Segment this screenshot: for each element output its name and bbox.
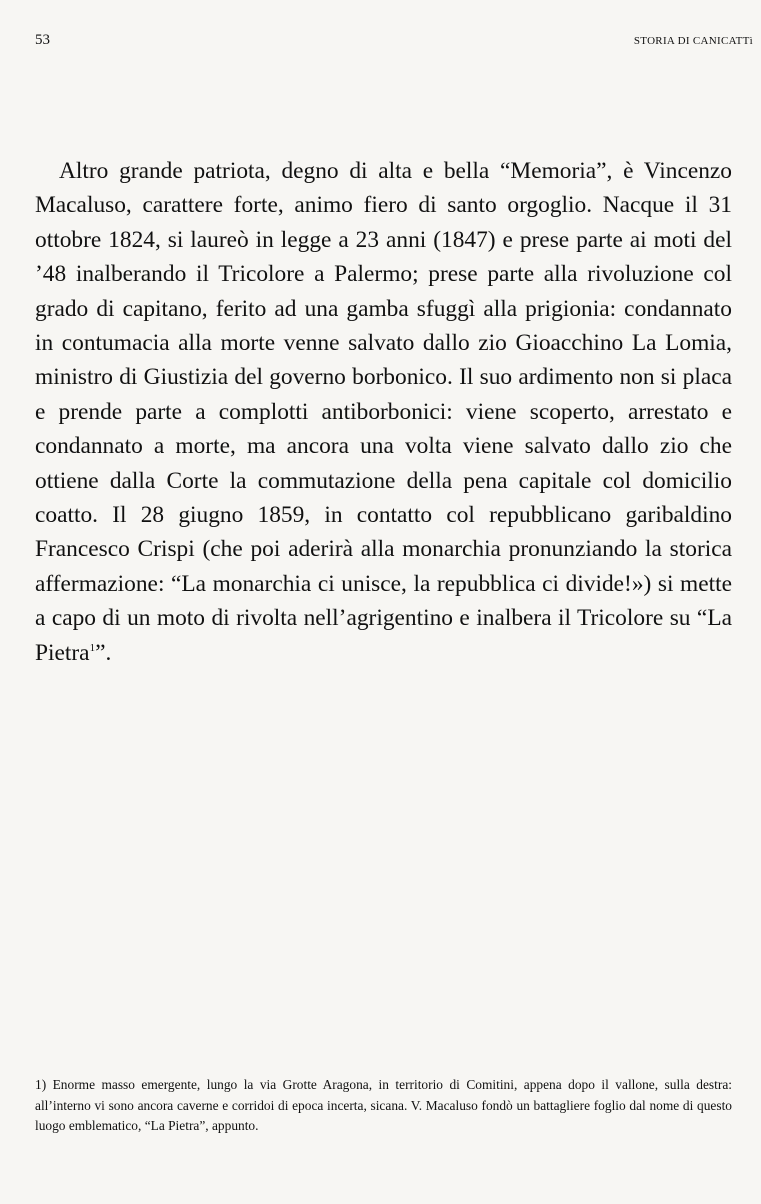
page-header: [35, 32, 753, 52]
page-number: 53: [35, 32, 50, 48]
running-title: STORIA DI CANICATTì: [633, 35, 753, 47]
paragraph-text: Altro grande patriota, degno di alta e bella “Memoria”, è Vincenzo Macaluso, carattere forte, animo fiero di santo orgoglio. Nacque il 31 ottobre 1824, si laureò in legge a 23 anni (1847) e prese parte ai moti del ’48 inalberando il Tricolore a Palermo; prese parte alla rivoluzione col grado di capitano, ferito ad una gamba sfuggì alla prigionia: condannato in contumacia alla morte venne salvato dallo zio Gioacchino La Lomia, ministro di Giustizia del governo borbonico. Il suo ardimento non si placa e prende parte a complotti antiborbonici: viene scoperto, arrestato e condannato a morte, ma ancora una volta viene salvato dallo zio che ottiene dalla Corte la commutazione della pena capitale col domicilio coatto. Il 28 giugno 1859, in contatto col repubblicano garibaldino Francesco Crispi (che poi aderirà alla monarchia pronunziando la storica affermazione: “La monarchia ci unisce, la repubblica ci divide!») si mette a capo di un moto di rivolta nell’agrigentino e inalbera il Tricolore su “La Pietra: [35, 158, 732, 666]
main-paragraph: [35, 154, 732, 670]
paragraph-closing: ”.: [95, 639, 112, 666]
footnote: 1) Enorme masso emergente, lungo la via Grotte Aragona, in territorio di Comitini, appena dopo il vallone, sulla destra: all’interno vi sono ancora caverne e corridoi di epoca incerta, sicana. V. Macaluso fondò un battagliere foglio dal nome di questo luogo emblematico, “La Pietra”, appunto.: [35, 1077, 732, 1134]
footnote-reference: 1: [89, 641, 96, 654]
